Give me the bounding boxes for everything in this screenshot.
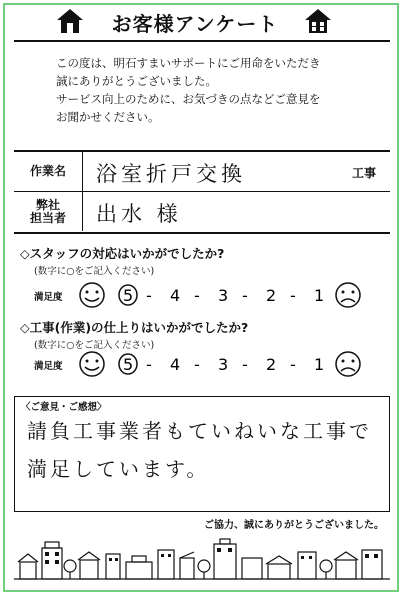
staff-label-line: 弊社 xyxy=(35,197,60,212)
satisfaction-scale-2 xyxy=(30,348,370,382)
title-divider xyxy=(14,40,390,42)
frown-face-icon xyxy=(336,283,360,307)
scale-graphic-1 xyxy=(30,279,370,313)
scale-number: 4 xyxy=(170,286,181,305)
scale-number: 5 xyxy=(123,286,134,305)
scale-number: 3 xyxy=(218,286,229,305)
thanks-text: ご協力、誠にありがとうございました。 xyxy=(204,520,384,531)
question-1-text: ◇スタッフの対応はいかがでしたか? xyxy=(20,246,225,261)
svg-text:-: - xyxy=(290,355,296,374)
svg-text:-: - xyxy=(146,355,152,374)
staff-value: 出水 様 xyxy=(96,202,182,226)
svg-text:-: - xyxy=(242,286,248,305)
work-name-value: 浴室折戸交換 xyxy=(96,162,246,186)
smile-face-icon xyxy=(80,352,104,376)
work-name-row xyxy=(14,152,390,192)
svg-text:-: - xyxy=(194,355,200,374)
comment-line: 請負工事業者もていねいな工事で xyxy=(27,419,372,443)
intro-line: この度は、明石すまいサポートにご用命をいただき xyxy=(56,56,321,70)
intro-line: 誠にありがとうございました。 xyxy=(56,74,217,88)
satisfaction-scale-1 xyxy=(30,279,370,313)
svg-text:-: - xyxy=(146,286,152,305)
question-2-text: ◇工事(作業)の仕上りはいかがでしたか? xyxy=(20,320,249,335)
scale-graphic-2 xyxy=(30,348,370,382)
house-icon xyxy=(56,8,84,34)
frown-face-icon xyxy=(336,352,360,376)
svg-text:-: - xyxy=(242,355,248,374)
scale-number: 1 xyxy=(314,286,325,305)
comment-line: 満足しています。 xyxy=(27,457,210,481)
staff-label xyxy=(14,192,83,231)
svg-text:-: - xyxy=(290,286,296,305)
intro-text xyxy=(56,54,386,126)
scale-number: 5 xyxy=(123,355,134,374)
town-skyline-illustration xyxy=(14,536,390,580)
comment-label: 〈ご意見・ご感想〉 xyxy=(21,402,107,413)
intro-line: お聞かせください。 xyxy=(56,110,160,124)
scale-label: 満足度 xyxy=(34,292,63,303)
house-icon xyxy=(304,8,332,34)
work-suffix: 工事 xyxy=(351,166,376,180)
intro-line: サービス向上のために、お気づきの点などご意見を xyxy=(56,92,321,106)
scale-number: 3 xyxy=(218,355,229,374)
work-info-table xyxy=(14,150,390,234)
staff-label-line: 担当者 xyxy=(29,210,66,225)
scale-number: 2 xyxy=(266,286,277,305)
question-2-note: (数字に○をご記入ください) xyxy=(34,340,155,351)
smile-face-icon xyxy=(80,283,104,307)
scale-number: 1 xyxy=(314,355,325,374)
header xyxy=(10,6,394,38)
work-name-label: 作業名 xyxy=(14,152,83,191)
svg-text:-: - xyxy=(194,286,200,305)
question-1-note: (数字に○をご記入ください) xyxy=(34,266,155,277)
comment-box xyxy=(14,396,390,512)
page-title: お客様アンケート xyxy=(111,12,279,36)
scale-label: 満足度 xyxy=(34,361,63,372)
scale-number: 4 xyxy=(170,355,181,374)
scale-number: 2 xyxy=(266,355,277,374)
staff-row xyxy=(14,192,390,231)
